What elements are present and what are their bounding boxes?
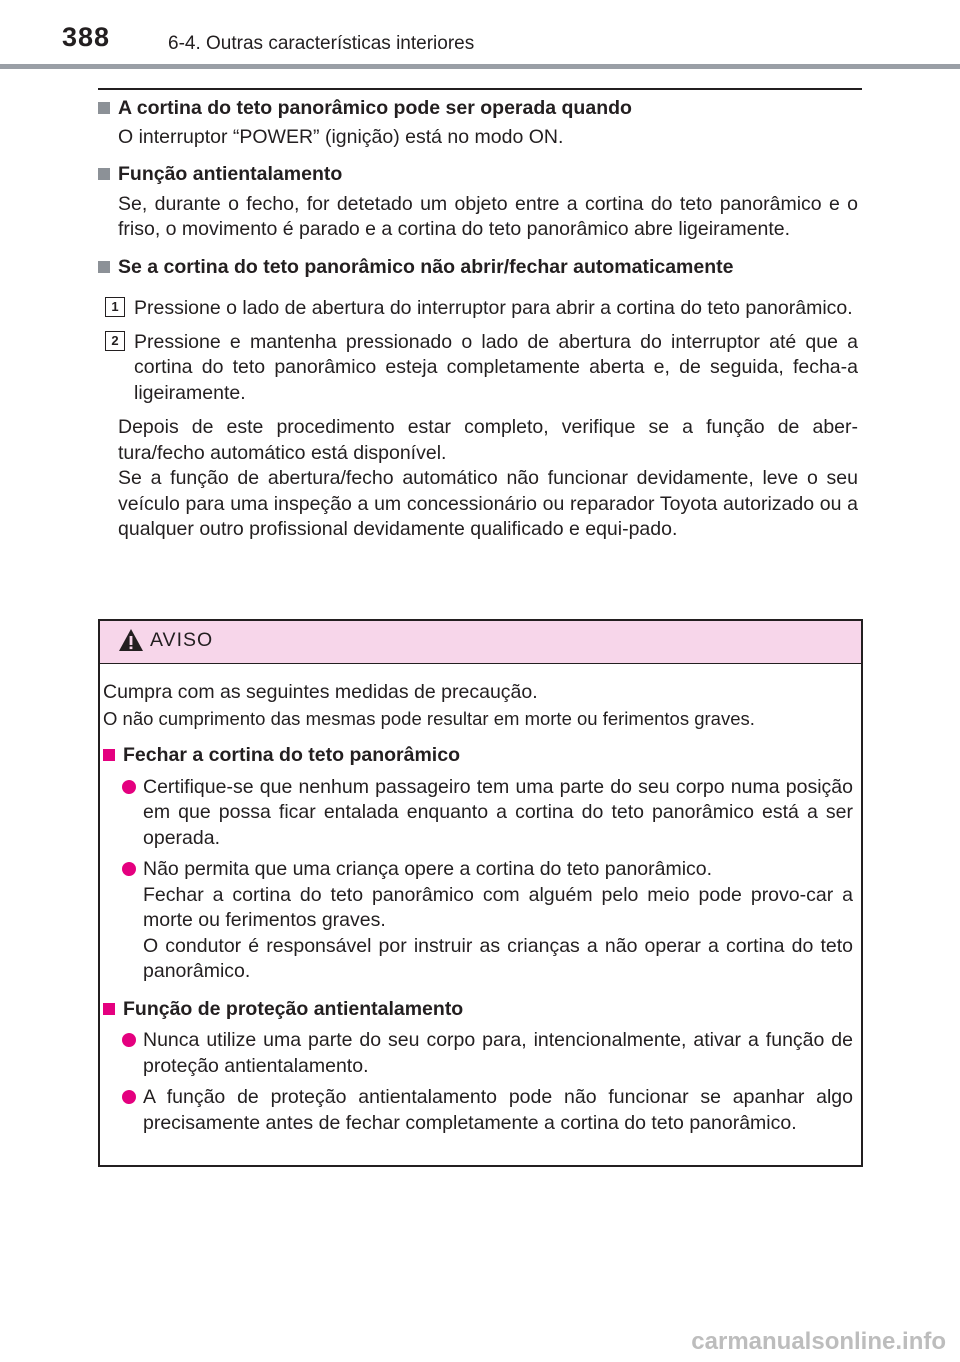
section-heading (98, 96, 858, 122)
warning-heading (103, 743, 853, 769)
square-bullet-icon (98, 261, 110, 273)
after-text: Se a função de abertura/fecho automático não funcionar devidamente, leve o seu veículo para uma inspeção a um concessionário ou reparador Toyota autorizado ou a qualquer outro profissional devidamente qualificado e equi-pado. (118, 467, 858, 540)
step-item (111, 296, 858, 322)
warning-bullet (143, 1085, 853, 1136)
section-heading-text: Se a cortina do teto panorâmico não abrir/fechar automaticamente (118, 255, 734, 278)
warning-bullet (143, 857, 853, 985)
section-operation (98, 96, 858, 150)
square-bullet-icon (103, 749, 115, 761)
step-text: Pressione e mantenha pressionado o lado de abertura do interruptor até que a cortina do teto panorâmico esteja completamente aberta e, de seguida, fecha-a ligeiramente. (134, 330, 858, 404)
bullet-dot-icon (122, 1033, 136, 1047)
warning-heading-text: Fechar a cortina do teto panorâmico (123, 744, 460, 766)
section-text: O interruptor “POWER” (ignição) está no modo ON. (118, 125, 564, 148)
main-content (98, 96, 858, 555)
section-heading (98, 255, 858, 281)
bullet-text: O condutor é responsável por instruir as crianças a não operar a cortina do teto panorâmico. (143, 934, 853, 982)
step-item (111, 330, 858, 407)
step-number: 1 (105, 297, 125, 317)
step-text: Pressione o lado de abertura do interruptor para abrir a cortina do teto panorâmico. (134, 297, 853, 319)
bullet-text: Certifique-se que nenhum passageiro tem uma parte do seu corpo numa posição em que possa ficar entalada enquanto a cortina do teto panorâmico está a ser operada. (143, 775, 853, 849)
header-rule (0, 64, 960, 69)
bullet-text: Não permita que uma criança opere a cortina do teto panorâmico. (143, 858, 713, 880)
after-text: Depois de este procedimento estar completo, verifique se a função de aber-tura/fecho automático está disponível. (118, 416, 858, 464)
section-manual-reset (98, 255, 858, 543)
step-number: 2 (105, 331, 125, 351)
page-header (0, 0, 960, 80)
page-number: 388 (62, 22, 111, 52)
bullet-text: Fechar a cortina do teto panorâmico com alguém pelo meio pode provo-car a morte ou ferimentos graves. (143, 883, 853, 931)
bullet-dot-icon (122, 1090, 136, 1104)
warning-title: AVISO (150, 629, 214, 651)
square-bullet-icon (98, 102, 110, 114)
warning-heading (103, 997, 853, 1023)
section-text: Se, durante o fecho, for detetado um objeto entre a cortina do teto panorâmico e o friso, o movimento é parado e a cortina do teto panorâmico abre ligeiramente. (118, 192, 858, 240)
warning-bullet (143, 775, 853, 852)
bullet-dot-icon (122, 780, 136, 794)
bullet-text: Nunca utilize uma parte do seu corpo para, intencionalmente, ativar a função de proteção antientalamento. (143, 1029, 853, 1077)
square-bullet-icon (98, 168, 110, 180)
bullet-text: A função de proteção antientalamento pode não funcionar se apanhar algo precisamente antes de fechar completamente a cortina do teto panorâmico. (143, 1086, 853, 1134)
warning-intro: Cumpra com as seguintes medidas de precaução. (103, 681, 538, 703)
section-heading-text: A cortina do teto panorâmico pode ser operada quando (118, 97, 632, 119)
section-heading (98, 162, 858, 188)
section-heading-text: Função antientalamento (118, 163, 343, 185)
warning-body (100, 664, 861, 1136)
watermark: carmanualsonline.info (691, 1328, 946, 1355)
warning-heading-text: Função de proteção antientalamento (123, 997, 464, 1020)
warning-header (100, 621, 861, 664)
warning-bullet (143, 1028, 853, 1079)
square-bullet-icon (103, 1003, 115, 1015)
warning-box (98, 619, 863, 1167)
top-rule (98, 88, 862, 90)
warning-intro: O não cumprimento das mesmas pode resultar em morte ou ferimentos graves. (103, 707, 755, 729)
chapter-title: 6-4. Outras características interiores (168, 33, 475, 54)
section-anti-pinch (98, 162, 858, 243)
warning-triangle-icon (118, 628, 144, 652)
bullet-dot-icon (122, 862, 136, 876)
